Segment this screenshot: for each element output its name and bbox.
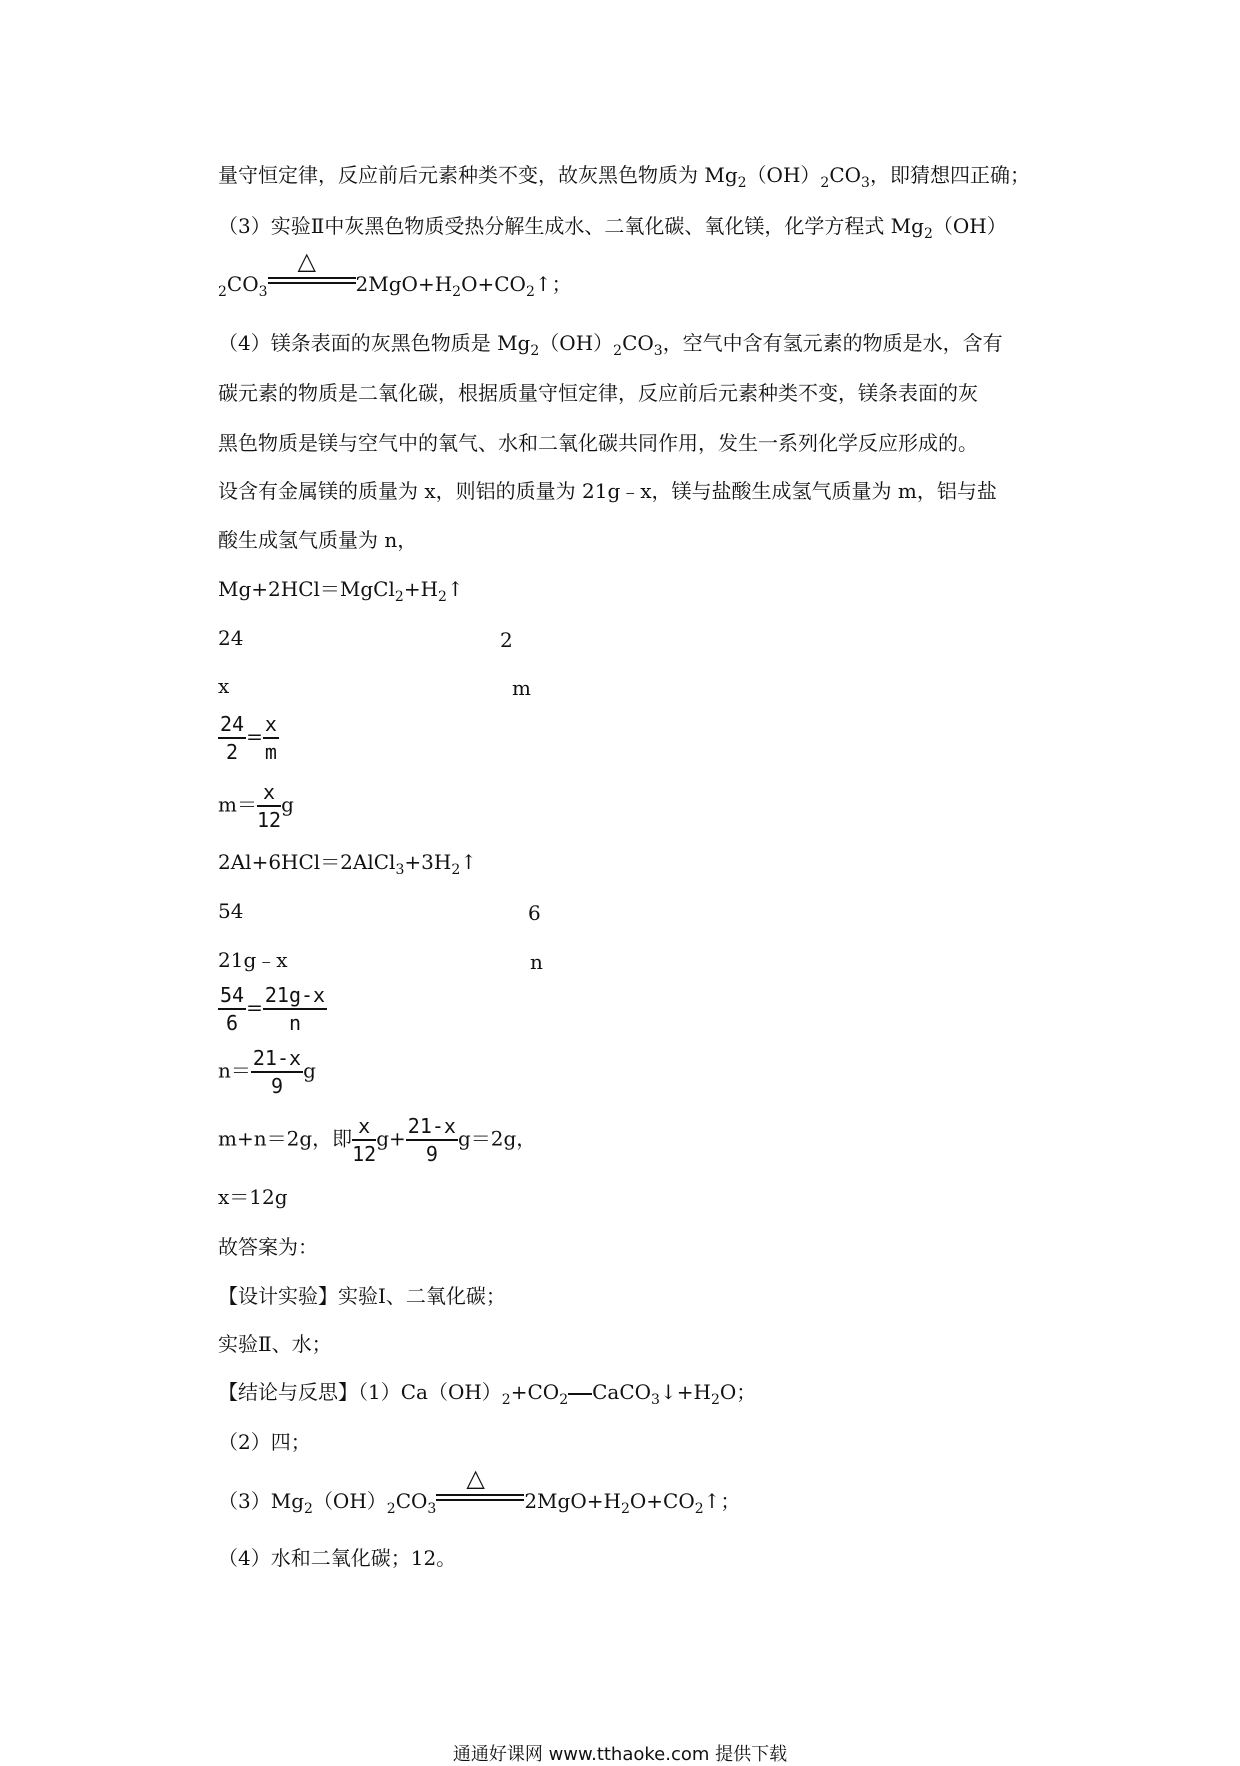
text-line-2: （3）实验Ⅱ中灰黑色物质受热分解生成水、二氧化碳、氧化镁，化学方程式 $Mg_2(OH)$ xyxy=(218,214,1007,242)
x-answer: x＝12g xyxy=(218,1185,288,1209)
ratio-row-4-right: n xyxy=(530,950,543,974)
ratio-row-1-right: 2 xyxy=(500,628,513,652)
fraction: $\frac{54}{6}$ xyxy=(220,983,245,1035)
ratio-row-1-left: 24 xyxy=(218,626,244,650)
ratio-row-3-left: 54 xyxy=(218,899,244,923)
sum-equation: m+n＝2g，即 $\frac{x}{12}$ g+ $\frac{21-x}{9}$ g＝2g， xyxy=(218,1114,537,1166)
text-line-8: 酸生成氢气质量为 n， xyxy=(218,528,418,552)
ratio-row-4-left: 21g﹣x xyxy=(218,948,288,972)
answer-conclusion-1: 【结论与反思】$(1)Ca(OH)_2+CO_2$ $CaCO_3↓+H_2O$； xyxy=(218,1380,757,1408)
fraction: $\frac{24}{2}$ xyxy=(220,712,245,764)
ratio-row-3-right: 6 xyxy=(528,901,541,925)
answer-conclusion-3: $(3)Mg_2(OH)_2CO_3$ △ $2MgO+H_2O+CO_2↑$； xyxy=(218,1464,741,1517)
fraction: $\frac{21g-x}{n}$ xyxy=(264,983,326,1035)
text-line-4: （4）镁条表面的灰黑色物质是 $Mg_2(OH)_2CO_3$，空气中含有氢元素的物质是水，含有 xyxy=(218,331,1003,359)
proportion-al: $\frac{54}{6}$ = $\frac{21g-x}{n}$ xyxy=(220,983,326,1035)
text-line-6: 黑色物质是镁与空气中的氧气、水和二氧化碳共同作用，发生一系列化学反应形成的。 xyxy=(218,431,978,455)
n-result: n＝ $\frac{21-x}{9}$ g xyxy=(218,1046,316,1098)
fraction: $\frac{21-x}{9}$ xyxy=(252,1046,302,1098)
fraction: $\frac{x}{12}$ xyxy=(352,1114,377,1166)
text-line-7: 设含有金属镁的质量为 x，则铝的质量为 21g﹣x，镁与盐酸生成氢气质量为 m，铝与盐 xyxy=(218,479,997,503)
ratio-row-2-left: x xyxy=(218,674,230,698)
heating-condition xyxy=(436,1464,524,1508)
m-result: m＝ $\frac{x}{12}$ g xyxy=(218,780,294,832)
text-line-1: 量守恒定律，反应前后元素种类不变，故灰黑色物质为 $Mg_2(OH)_2CO_3$，即猜想四正确； xyxy=(218,163,1030,191)
answer-conclusion-4: （4）水和二氧化碳；12。 xyxy=(218,1546,457,1570)
equation-mg: $Mg+2HCl=MgCl_2+H_2↑$ xyxy=(218,577,464,605)
answer-heading: 故答案为： xyxy=(218,1235,318,1259)
answer-design-1: 【设计实验】实验Ⅰ、二氧化碳； xyxy=(218,1284,506,1308)
fraction: $\frac{x}{m}$ xyxy=(264,712,277,764)
heating-condition xyxy=(268,247,356,291)
answer-design-2: 实验Ⅱ、水； xyxy=(218,1332,332,1356)
footer-credit: 通通好课网 www.tthaoke.com 提供下载 xyxy=(452,1744,788,1765)
fraction: $\frac{x}{12}$ xyxy=(256,780,282,832)
proportion-mg: $\frac{24}{2}$ = $\frac{x}{m}$ xyxy=(220,712,277,764)
equation-decomposition: $_2CO_3$ △ $2MgO+H_2O+CO_2↑$； xyxy=(218,247,572,300)
equation-al: $2Al+6HCl=2AlCl_3+3H_2↑$ xyxy=(218,850,477,878)
triangle-icon: △ xyxy=(297,247,317,275)
reaction-dash xyxy=(568,1393,592,1395)
answer-conclusion-2: （2）四； xyxy=(218,1430,311,1454)
triangle-icon: △ xyxy=(466,1464,485,1492)
ratio-row-2-right: m xyxy=(512,676,531,700)
fraction: $\frac{21-x}{9}$ xyxy=(407,1114,456,1166)
text-line-5: 碳元素的物质是二氧化碳，根据质量守恒定律，反应前后元素种类不变，镁条表面的灰 xyxy=(218,381,978,405)
